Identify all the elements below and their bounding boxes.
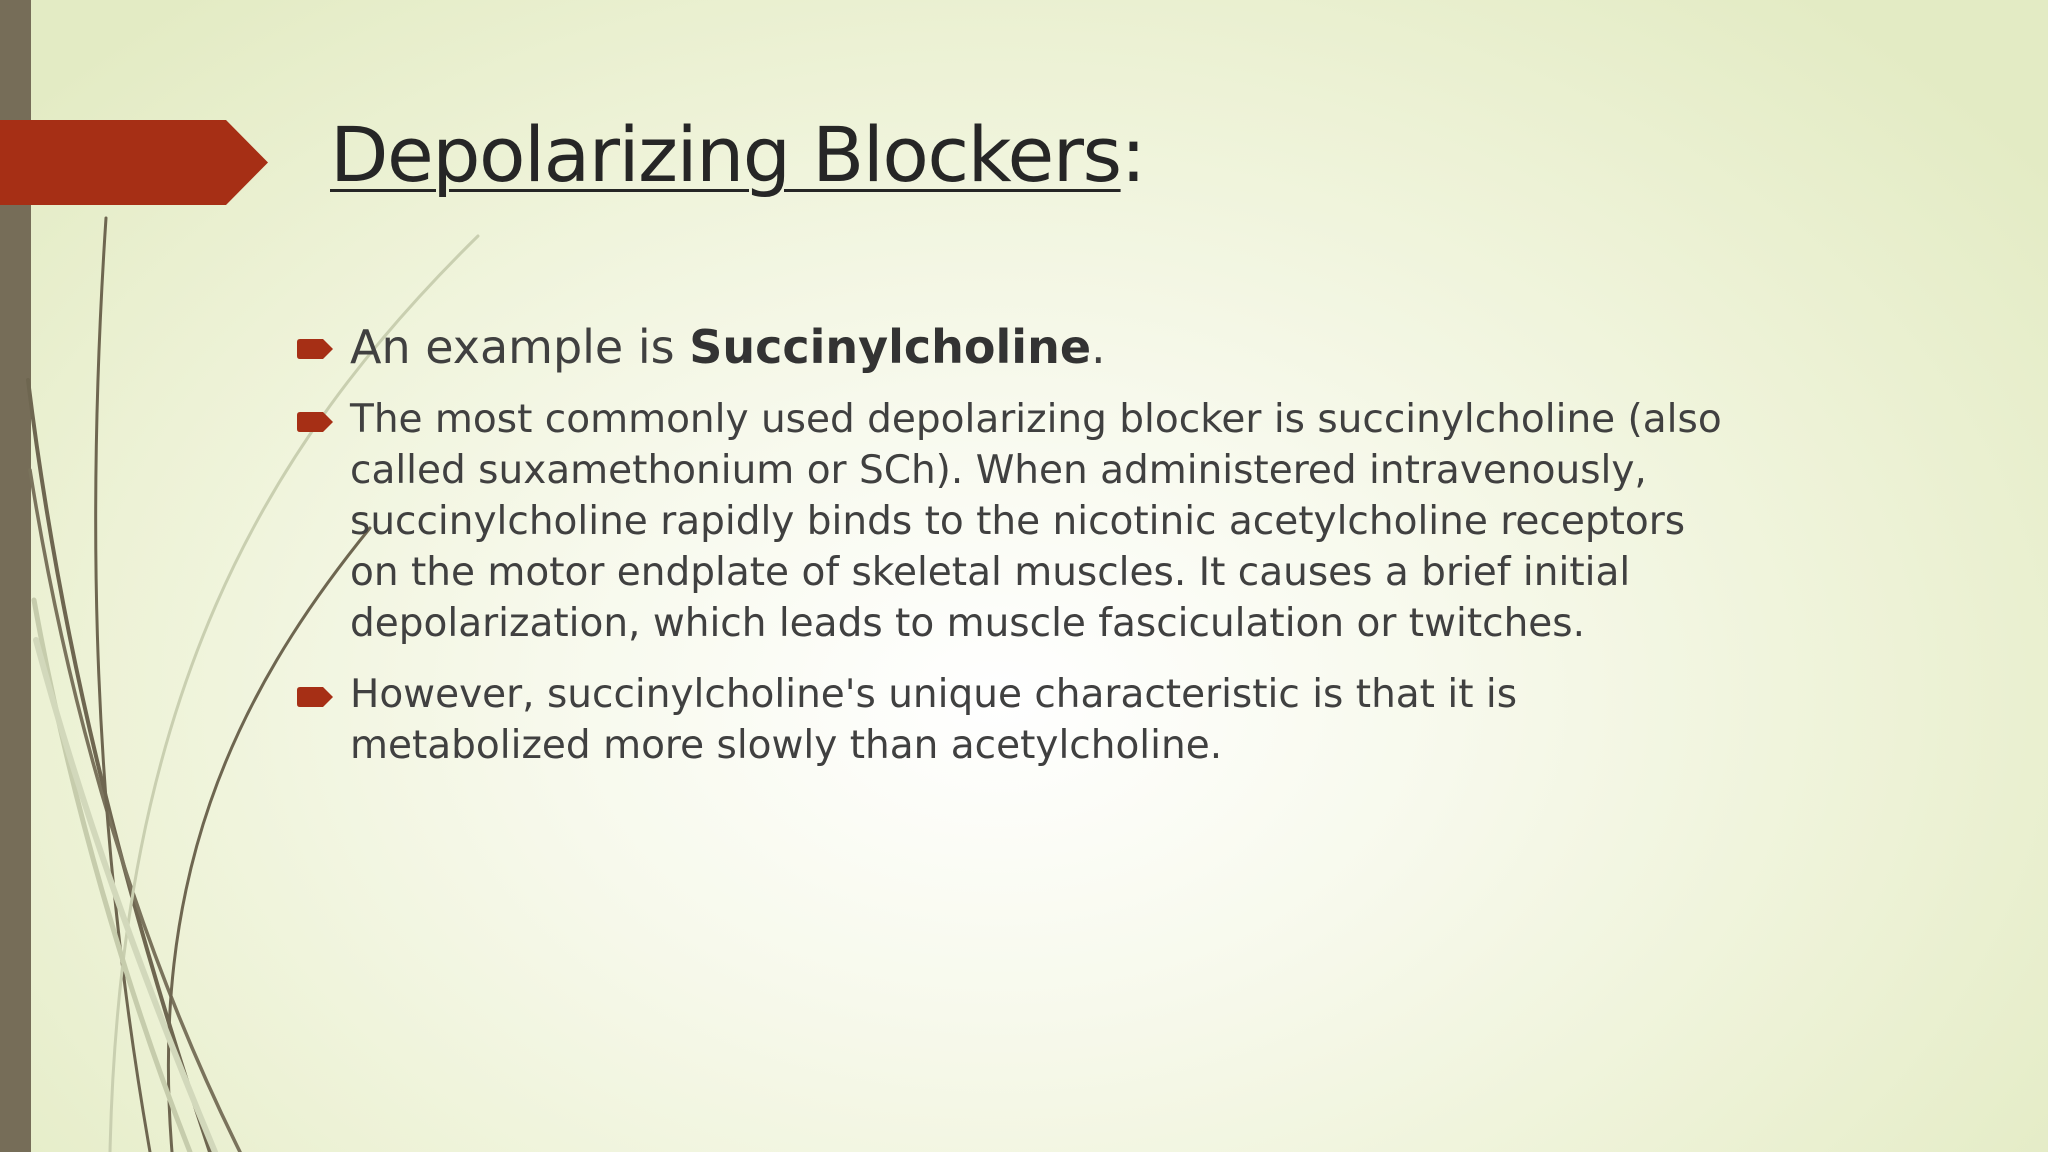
arrow-right-icon bbox=[296, 686, 334, 708]
title-arrow-shape bbox=[0, 120, 268, 205]
bullet-item bbox=[296, 669, 1746, 771]
bullet-text: However, succinylcholine's unique characteristic is that it is metabolized more slowly than acetylcholine. bbox=[350, 672, 1518, 768]
bullet-text: The most commonly used depolarizing blocker is succinylcholine (also called suxamethonium or SCh). When administered intravenously, succinylcholine rapidly binds to the nicotinic acetylcholine receptors on the motor endplate of skeletal muscles. It causes a brief initial depolarization, which leads to muscle fasciculation or twitches. bbox=[350, 397, 1722, 646]
bullet-item bbox=[296, 394, 1746, 649]
slide-title-text: Depolarizing Blockers bbox=[330, 110, 1121, 199]
arrow-right-icon bbox=[296, 338, 334, 360]
arrow-right-icon bbox=[296, 411, 334, 433]
slide-title bbox=[330, 110, 1145, 199]
bullet-list bbox=[296, 318, 1746, 791]
bullet-text-prefix: An example is bbox=[350, 320, 690, 374]
slide-title-suffix: : bbox=[1120, 110, 1145, 199]
bullet-item bbox=[296, 318, 1746, 376]
bullet-text-emphasis: Succinylcholine bbox=[689, 320, 1092, 374]
bullet-text-suffix: . bbox=[1091, 320, 1106, 374]
